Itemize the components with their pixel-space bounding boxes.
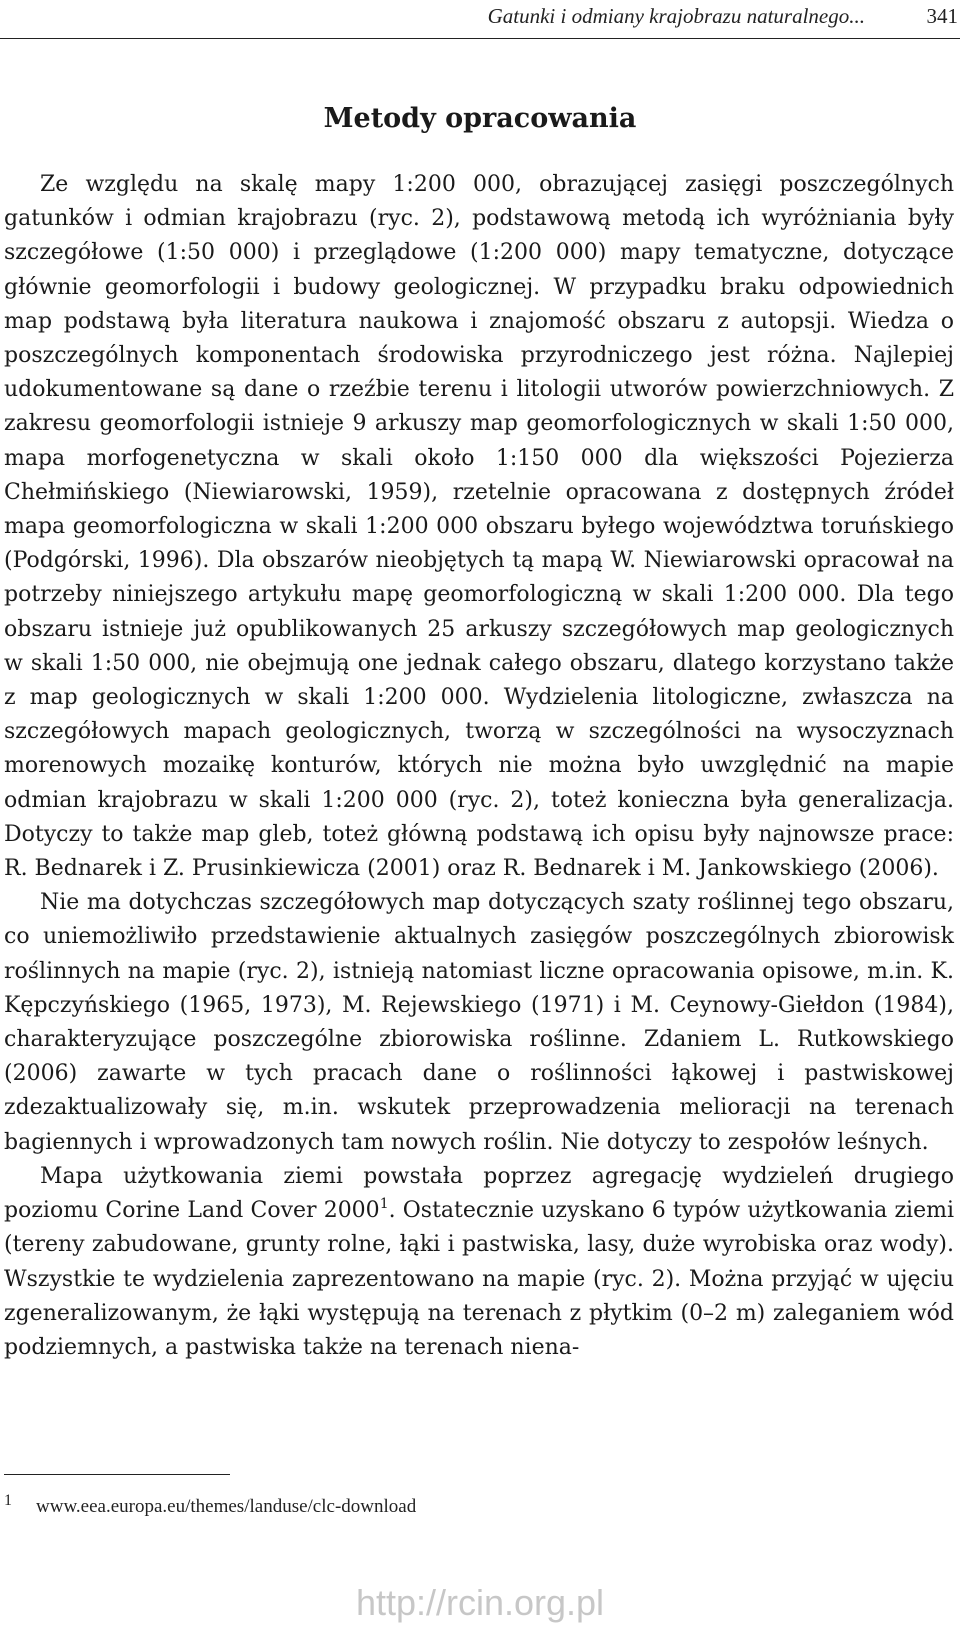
- running-title: Gatunki i odmiany krajobrazu naturalnego...: [487, 4, 865, 28]
- paragraph-land-use-part1: Mapa użytkowania ziemi powstała poprzez agregację wydzieleń drugiego poziomu Corine Land Cover 2000: [4, 1163, 954, 1224]
- running-header: [0, 0, 960, 39]
- footnote-reference[interactable]: 1: [379, 1196, 389, 1213]
- body-text: [4, 168, 954, 1365]
- footnote-separator: [4, 1474, 230, 1475]
- footnote: [4, 1492, 417, 1518]
- paragraph-land-use-part2: . Ostatecznie uzyskano 6 typów użytkowania ziemi (tereny zabudowane, grunty rolne, łąki i pastwiska, lasy, duże wyrobiska oraz wody). Wszystkie te wydzielenia zaprezentowano na mapie (ryc. 2). Można przyjąć w ujęciu zgeneralizowanym, że łąki występują na terenach z płytkim (0–2 m) zaleganiem wód podziemnych, a pastwiska także na terenach niena-: [4, 1198, 955, 1360]
- paragraph-land-use: [4, 1160, 954, 1365]
- footnote-mark: 1: [4, 1492, 12, 1509]
- paragraph-methods-sources: Ze względu na skalę mapy 1:200 000, obrazującej zasięgi poszczególnych gatunków i odmian krajobrazu (ryc. 2), podstawową metodą ich wyróżniania były szczegółowe (1:50 000) i przeglądowe (1:200 000) mapy tematyczne, dotyczące głównie geomorfologii i budowy geologicznej. W przypadku braku odpowiednich map podstawą była literatura naukowa i znajomość obszaru z autopsji. Wiedza o poszczególnych komponentach środowiska przyrodniczego jest różna. Najlepiej udokumentowane są dane o rzeźbie terenu i litologii utworów powierzchniowych. Z zakresu geomorfologii istnieje 9 arkuszy map geomorfologicznych w skali 1:50 000, mapa morfogenetyczna w skali około 1:150 000 dla większości Pojezierza Chełmińskiego (Niewiarowski, 1959), rzetelnie opracowana z dostępnych źródeł mapa geomorfologiczna w skali 1:200 000 obszaru byłego województwa toruńskiego (Podgórski, 1996). Dla obszarów nieobjętych tą mapą W. Niewiarowski opracował na potrzeby niniejszego artykułu mapę geomorfologiczną w skali 1:200 000. Dla tego obszaru istnieje już opublikowanych 25 arkuszy szczegółowych map geologicznych w skali 1:50 000, nie obejmują one jednak całego obszaru, dlatego korzystano także z map geologicznych w skali 1:200 000. Wydzielenia litologiczne, zwłaszcza na szczegółowych mapach geologicznych, tworzą w szczególności na wysoczyznach morenowych mozaikę konturów, których nie można było uwzględnić na mapie odmian krajobrazu w skali 1:200 000 (ryc. 2), toteż konieczna była generalizacja. Dotyczy to także map gleb, toteż główną podstawą ich opisu były najnowsze prace: R. Bednarek i Z. Prusinkiewicza (2001) oraz R. Bednarek i M. Jankowskiego (2006).: [4, 172, 954, 882]
- footnote-link[interactable]: www.eea.europa.eu/themes/landuse/clc-download: [36, 1496, 417, 1517]
- watermark: http://rcin.org.pl: [355, 1582, 605, 1623]
- paragraph-vegetation: Nie ma dotychczas szczegółowych map dotyczących szaty roślinnej tego obszaru, co uniemożliwiło przedstawienie aktualnych zasięgów poszczególnych zbiorowisk roślinnych na mapie (ryc. 2), istnieją natomiast liczne opracowania opisowe, m.in. K. Kępczyńskiego (1965, 1973), M. Rejewskiego (1971) i M. Ceynowy-Giełdon (1984), charakteryzujące poszczególne zbiorowiska roślinne. Zdaniem L. Rutkowskiego (2006) zawarte w tych pracach dane o roślinności łąkowej i pastwiskowej zdezaktualizowały się, m.in. wskutek przeprowadzenia melioracji na terenach bagiennych i wprowadzonych tam nowych roślin. Nie dotyczy to zespołów leśnych.: [4, 890, 954, 1155]
- section-title: Metody opracowania: [323, 103, 637, 134]
- page-number: 341: [926, 4, 958, 28]
